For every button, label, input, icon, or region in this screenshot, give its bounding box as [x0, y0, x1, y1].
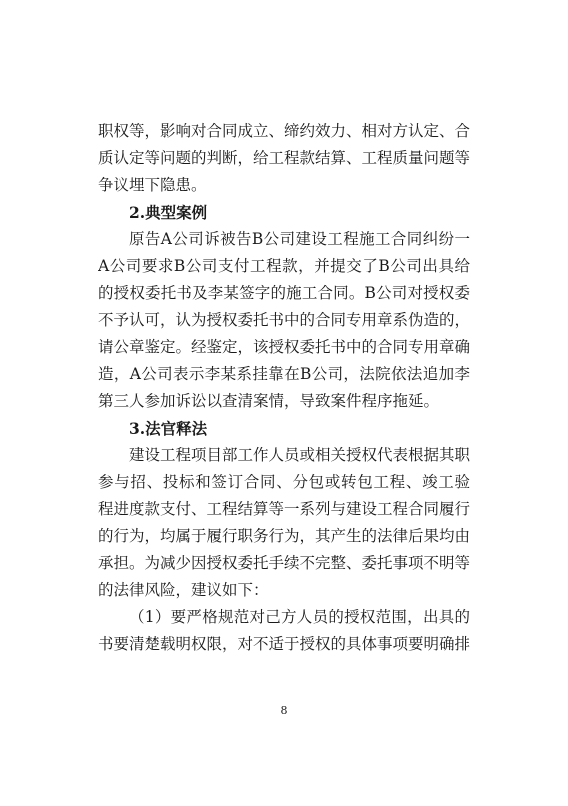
paragraph-line: 不予认可，认为授权委托书中的合同专用章系伪造的，	[98, 311, 470, 329]
section-heading: 2.典型案例	[129, 203, 208, 222]
paragraph-line: 请公章鉴定。经鉴定，该授权委托书中的合同专用章确	[98, 338, 470, 356]
paragraph-line: 承担。为减少因授权委托手续不完整、委托事项不明等	[98, 554, 470, 572]
paragraph-line: 第三人参加诉讼以查清案情，导致案件程序拖延。	[98, 392, 440, 410]
paragraph-line: 参与招、投标和签订合同、分包或转包工程、竣工验	[98, 473, 470, 491]
paragraph-line: 建设工程项目部工作人员或相关授权代表根据其职	[129, 446, 470, 464]
body-text	[98, 118, 470, 658]
paragraph-line: 的法律风险，建议如下：	[98, 581, 269, 599]
paragraph-line: 职权等，影响对合同成立、缔约效力、相对方认定、合	[98, 122, 470, 140]
paragraph-line: 的授权委托书及李某签字的施工合同。B公司对授权委	[98, 284, 470, 302]
list-item-line: 书要清楚载明权限，对不适于授权的具体事项要明确排	[98, 635, 470, 653]
page-number: 8	[280, 704, 288, 717]
paragraph-line: A公司要求B公司支付工程款，并提交了B公司出具给	[98, 257, 470, 275]
paragraph-line: 程进度款支付、工程结算等一系列与建设工程合同履行	[98, 500, 470, 518]
paragraph-line: 的行为，均属于履行职务行为，其产生的法律后果均由	[98, 527, 470, 545]
paragraph-line: 造，A公司表示李某系挂靠在B公司，法院依法追加李	[98, 365, 470, 383]
section-heading: 3.法官释法	[129, 419, 208, 438]
paragraph-line: 争议埋下隐患。	[98, 176, 207, 194]
paragraph-line: 质认定等问题的判断，给工程款结算、工程质量问题等	[98, 149, 470, 167]
paragraph-line: 原告A公司诉被告B公司建设工程施工合同纠纷一	[129, 230, 470, 248]
list-item-line: （1）要严格规范对己方人员的授权范围，出具的	[129, 608, 470, 626]
